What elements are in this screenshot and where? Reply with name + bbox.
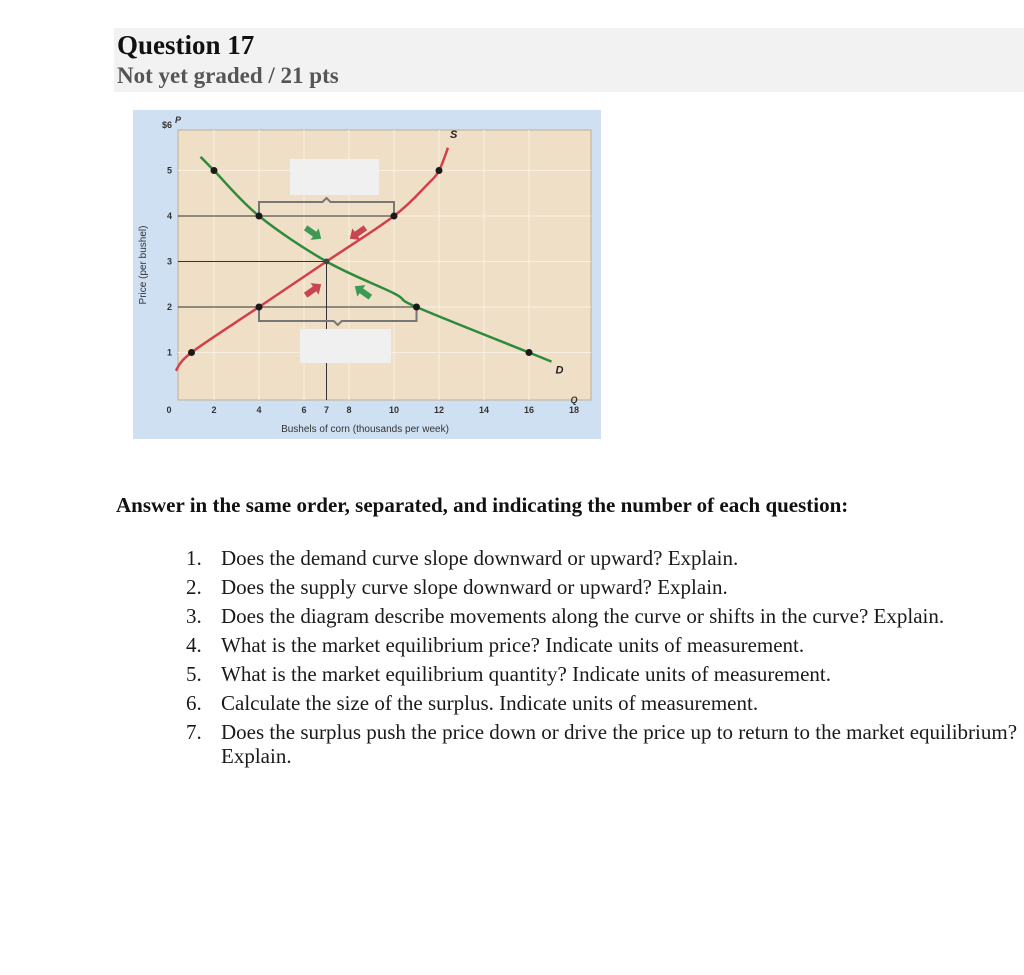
question-number: 1. (186, 546, 202, 570)
y-tick-label: $6 (161, 120, 172, 130)
question-number: 7. (186, 720, 202, 744)
question-number: 5. (186, 662, 202, 686)
x-tick-label: 0 (166, 405, 172, 415)
question-text: Does the surplus push the price down or drive the price up to return to the market equilibrium? Explain. (221, 720, 1018, 768)
y-tick-label: 1 (166, 347, 172, 358)
x-tick-label: 14 (478, 405, 490, 415)
curve-point (256, 213, 263, 220)
question-text: What is the market equilibrium price? Indicate units of measurement. (221, 633, 805, 657)
answer-instructions: Answer in the same order, separated, and indicating the number of each question: (116, 493, 849, 517)
curve-point (436, 167, 443, 174)
x-tick-label: 6 (301, 405, 307, 415)
supply-label: S (450, 128, 458, 141)
question-item-6 (180, 691, 1020, 715)
grading-status: Not yet graded / 21 pts (117, 63, 339, 88)
question-number: 6. (186, 691, 202, 715)
question-text: Does the supply curve slope downward or upward? Explain. (221, 575, 728, 599)
question-text: What is the market equilibrium quantity? Indicate units of measurement. (221, 662, 831, 686)
curve-point (256, 304, 263, 311)
y-tick-label: 4 (166, 211, 172, 221)
question-title: Question 17 (117, 30, 255, 60)
y-tick-label: 5 (166, 165, 172, 176)
x-tick-label: 10 (388, 405, 400, 415)
y-axis-title: Price (per bushel) (138, 225, 149, 305)
curve-point (188, 349, 195, 356)
question-item-3 (180, 604, 1020, 628)
question-item-2 (180, 575, 1020, 599)
y-tick-label: 2 (166, 302, 172, 312)
question-text: Does the demand curve slope downward or upward? Explain. (221, 546, 739, 570)
supply-demand-chart (133, 110, 601, 439)
equilibrium-point (324, 259, 330, 265)
question-text: Calculate the size of the surplus. Indicate units of measurement. (221, 691, 759, 715)
x-axis-title: Bushels of corn (thousands per week) (281, 424, 449, 435)
question-number: 3. (186, 604, 202, 628)
question-header (114, 28, 1024, 92)
question-list (180, 546, 1020, 773)
question-item-7 (180, 720, 1020, 768)
curve-point (413, 304, 420, 311)
label-placeholder-bottom (300, 329, 391, 363)
supply-demand-figure (133, 110, 601, 439)
x-tick-label: 7 (323, 405, 330, 415)
demand-label: D (555, 364, 564, 377)
label-placeholder-top (290, 159, 379, 195)
curve-point (391, 213, 398, 220)
curve-point (526, 349, 533, 356)
x-tick-label: 16 (523, 405, 535, 415)
x-tick-label: 8 (346, 405, 352, 415)
x-tick-label: 18 (568, 405, 580, 415)
x-axis-symbol: Q (570, 395, 578, 405)
question-item-4 (180, 633, 1020, 657)
x-tick-label: 4 (256, 405, 262, 415)
question-item-1 (180, 546, 1020, 570)
curve-point (211, 167, 218, 174)
x-tick-label: 12 (433, 405, 445, 415)
question-item-5 (180, 662, 1020, 686)
question-number: 2. (186, 575, 202, 599)
y-tick-label: 3 (166, 256, 172, 267)
y-axis-symbol: P (174, 115, 182, 125)
question-number: 4. (186, 633, 202, 657)
question-text: Does the diagram describe movements along the curve or shifts in the curve? Explain. (221, 604, 945, 628)
x-tick-label: 2 (211, 405, 217, 415)
